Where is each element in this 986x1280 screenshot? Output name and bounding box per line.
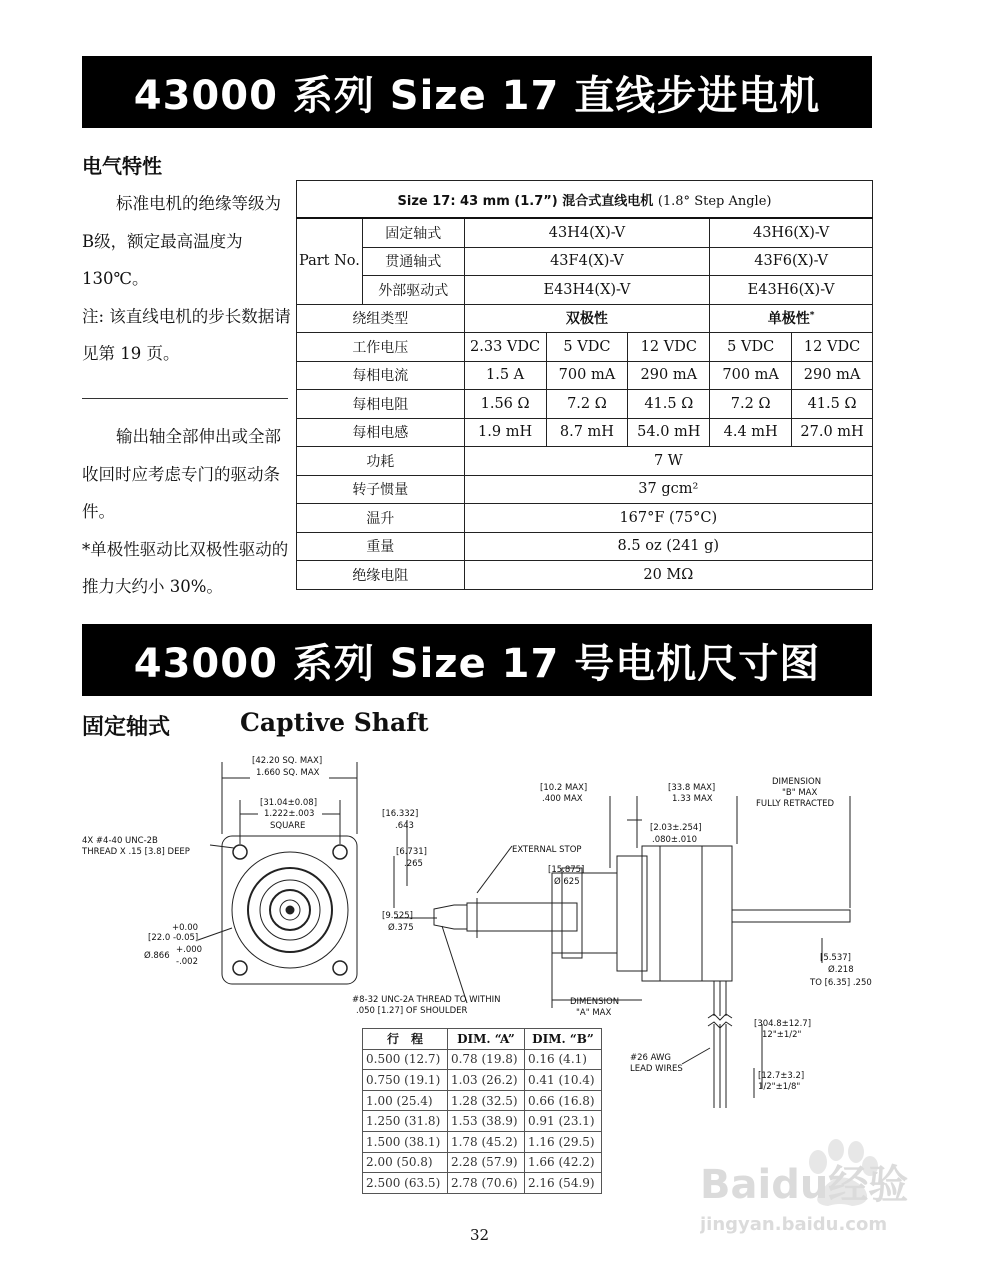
dim-label: 12"±1/2" <box>762 1030 802 1040</box>
stroke-cell: 0.500 (12.7) <box>363 1049 448 1070</box>
cell-value: 290 mA <box>792 361 873 390</box>
cell-value: 7.2 Ω <box>710 390 792 419</box>
dim-label: Ø.625 <box>554 877 580 887</box>
stroke-cell: 2.78 (70.6) <box>447 1173 524 1194</box>
divider <box>82 398 288 399</box>
stroke-cell: 1.28 (32.5) <box>447 1090 524 1111</box>
cell-value: 700 mA <box>546 361 628 390</box>
winding-bipolar: 双极性 <box>464 304 710 333</box>
stroke-cell: 0.41 (10.4) <box>524 1070 601 1091</box>
stroke-cell: 0.16 (4.1) <box>524 1049 601 1070</box>
part-number: E43H4(X)-V <box>464 276 710 305</box>
stroke-cell: 0.750 (19.1) <box>363 1070 448 1091</box>
cell-value: 41.5 Ω <box>792 390 873 419</box>
stroke-cell: 1.66 (42.2) <box>524 1152 601 1173</box>
mount-label: 贯通轴式 <box>362 247 464 276</box>
part-number: E43H6(X)-V <box>710 276 873 305</box>
cell-value: 8.7 mH <box>546 418 628 447</box>
stroke-cell: 2.16 (54.9) <box>524 1173 601 1194</box>
dim-label: .400 MAX <box>542 794 583 804</box>
dim-label: -.002 <box>176 957 198 967</box>
dim-label: +.000 <box>176 945 203 955</box>
dim-label: "B" MAX <box>782 788 818 798</box>
dim-label: [304.8±12.7] <box>754 1019 812 1029</box>
stroke-cell: 2.500 (63.5) <box>363 1173 448 1194</box>
cell-value: 2.33 VDC <box>464 333 546 362</box>
dimension-banner-title: 43000 系列 Size 17 号电机尺寸图 <box>82 624 872 696</box>
dim-label: .080±.010 <box>652 835 697 845</box>
stroke-cell: 0.91 (23.1) <box>524 1111 601 1132</box>
stroke-header: DIM. “A” <box>447 1029 524 1050</box>
cell-value: 7 W <box>464 447 872 476</box>
mounting-hole <box>333 961 347 975</box>
dim-label: DIMENSION <box>570 997 620 1007</box>
winding-unipolar-text: 单极性 <box>767 311 810 328</box>
cell-value: 700 mA <box>710 361 792 390</box>
dim-label: [9.525] <box>382 911 413 921</box>
dim-label: [12.7±3.2] <box>758 1071 805 1081</box>
row-label: 重量 <box>297 532 465 561</box>
part-number: 43F4(X)-V <box>464 247 710 276</box>
cell-value: 8.5 oz (241 g) <box>464 532 872 561</box>
table-row <box>363 1173 602 1194</box>
dim-label: SQUARE <box>270 821 306 831</box>
spec-header-title: Size 17: 43 mm (1.7”) 混合式直线电机 <box>397 193 654 209</box>
cell-value: 1.56 Ω <box>464 390 546 419</box>
dim-label: 1.33 MAX <box>672 794 713 804</box>
watermark-url: jingyan.baidu.com <box>700 1214 888 1235</box>
dim-label: [5.537] <box>820 953 851 963</box>
stroke-cell: 0.78 (19.8) <box>447 1049 524 1070</box>
dim-label: [31.04±0.08] <box>260 798 318 808</box>
dim-label: [16.332] <box>382 809 419 819</box>
stroke-header: 行 程 <box>363 1029 448 1050</box>
cell-value: 290 mA <box>628 361 710 390</box>
unipolar-footnote-mark: * <box>809 310 815 321</box>
page-number: 32 <box>470 1226 490 1244</box>
dim-label: Ø.866 <box>144 951 170 961</box>
thread-label: THREAD X .15 [3.8] DEEP <box>82 847 190 857</box>
dim-label: 1.222±.003 <box>264 809 315 819</box>
stroke-cell: 2.28 (57.9) <box>447 1152 524 1173</box>
row-label: 工作电压 <box>297 333 465 362</box>
electrical-spec-table <box>296 180 873 590</box>
baidu-jingyan-watermark <box>700 1128 930 1238</box>
section-title-electrical: 电气特性 <box>82 154 162 178</box>
table-row <box>363 1049 602 1070</box>
stroke-cell: 1.00 (25.4) <box>363 1090 448 1111</box>
dim-label: .265 <box>404 859 423 869</box>
cell-value: 20 MΩ <box>464 561 872 590</box>
mounting-hole <box>333 845 347 859</box>
stroke-cell: 1.53 (38.9) <box>447 1111 524 1132</box>
stroke-cell: 2.00 (50.8) <box>363 1152 448 1173</box>
dim-label: [33.8 MAX] <box>668 783 716 793</box>
mounting-hole <box>233 961 247 975</box>
dim-label: 1.660 SQ. MAX <box>256 768 320 778</box>
row-label: 功耗 <box>297 447 465 476</box>
part-number: 43F6(X)-V <box>710 247 873 276</box>
spec-table-header <box>297 181 873 219</box>
cell-value: 1.5 A <box>464 361 546 390</box>
table-row <box>363 1131 602 1152</box>
stroke-cell: 1.78 (45.2) <box>447 1131 524 1152</box>
dim-label: [42.20 SQ. MAX] <box>252 756 323 766</box>
cell-value: 37 gcm² <box>464 475 872 504</box>
dim-label: [15.875] <box>548 865 585 875</box>
lead-wire-label: LEAD WIRES <box>630 1064 683 1074</box>
dim-label: 1/2"±1/8" <box>758 1082 801 1092</box>
part-number: 43H4(X)-V <box>464 218 710 247</box>
dim-label: +0.00 <box>172 923 199 933</box>
table-row <box>363 1111 602 1132</box>
thread-label: .050 [1.27] OF SHOULDER <box>356 1006 468 1016</box>
mount-label: 外部驱动式 <box>362 276 464 305</box>
side-notes-bottom <box>82 418 292 606</box>
side-note: 输出轴全部伸出或全部收回时应考虑专门的驱动条件。 <box>82 427 281 521</box>
part-number: 43H6(X)-V <box>710 218 873 247</box>
stroke-cell: 1.250 (31.8) <box>363 1111 448 1132</box>
dim-label: Ø.218 <box>828 965 854 975</box>
side-notes-top <box>82 185 292 373</box>
dim-label: TO [6.35] .250 <box>810 978 872 988</box>
dim-label: [6.731] <box>396 847 427 857</box>
stroke-cell: 1.16 (29.5) <box>524 1131 601 1152</box>
dim-label: [10.2 MAX] <box>540 783 588 793</box>
row-label: 每相电感 <box>297 418 465 447</box>
lead-wire-label: #26 AWG <box>630 1053 671 1063</box>
dim-label: Ø.375 <box>388 923 414 933</box>
dim-label: .643 <box>395 821 414 831</box>
row-label: 每相电流 <box>297 361 465 390</box>
external-stop-label: EXTERNAL STOP <box>512 845 582 855</box>
row-label: 转子惯量 <box>297 475 465 504</box>
row-label: 绝缘电阻 <box>297 561 465 590</box>
cell-value: 27.0 mH <box>792 418 873 447</box>
motor-body-side <box>642 846 732 981</box>
cell-value: 41.5 Ω <box>628 390 710 419</box>
stroke-header: DIM. “B” <box>524 1029 601 1050</box>
thread-label: #8-32 UNC-2A THREAD TO WITHIN <box>352 995 501 1005</box>
side-note: *单极性驱动比双极性驱动的推力大约小 30%。 <box>82 539 289 596</box>
cell-value: 7.2 Ω <box>546 390 628 419</box>
captive-shaft-title-en: Captive Shaft <box>240 708 429 737</box>
dim-label: FULLY RETRACTED <box>756 799 835 809</box>
stroke-cell: 1.500 (38.1) <box>363 1131 448 1152</box>
mount-label: 固定轴式 <box>362 218 464 247</box>
stroke-cell: 0.66 (16.8) <box>524 1090 601 1111</box>
cell-value: 54.0 mH <box>628 418 710 447</box>
dim-label: DIMENSION <box>772 777 822 787</box>
thread-label: 4X #4-40 UNC-2B <box>82 836 158 846</box>
watermark-brand: Baidu经验 <box>700 1162 909 1208</box>
table-row <box>363 1070 602 1091</box>
cell-value: 1.9 mH <box>464 418 546 447</box>
cell-value: 5 VDC <box>710 333 792 362</box>
table-row <box>363 1090 602 1111</box>
part-no-label: Part No. <box>297 218 363 304</box>
side-note: 标准电机的绝缘等级为B级，额定最高温度为 130℃。 <box>82 194 281 288</box>
captive-shaft-title-zh: 固定轴式 <box>82 715 171 740</box>
rear-shaft <box>732 910 850 922</box>
side-note: 注: 该直线电机的步长数据请见第 19 页。 <box>82 306 291 363</box>
cell-value: 12 VDC <box>792 333 873 362</box>
row-label: 温升 <box>297 504 465 533</box>
cell-value: 12 VDC <box>628 333 710 362</box>
dim-label: [22.0 -0.05] <box>148 933 199 943</box>
winding-label: 绕组类型 <box>297 304 465 333</box>
page-banner-title: 43000 系列 Size 17 直线步进电机 <box>82 56 872 128</box>
cell-value: 167°F (75°C) <box>464 504 872 533</box>
cell-value: 5 VDC <box>546 333 628 362</box>
cell-value: 4.4 mH <box>710 418 792 447</box>
dim-label: [2.03±.254] <box>650 823 702 833</box>
mounting-hole <box>233 845 247 859</box>
dim-label: "A" MAX <box>576 1008 612 1018</box>
row-label: 每相电阻 <box>297 390 465 419</box>
shaft-external-stop <box>467 903 577 931</box>
table-row <box>363 1152 602 1173</box>
stroke-cell: 1.03 (26.2) <box>447 1070 524 1091</box>
shaft-tip <box>434 905 467 929</box>
spec-header-step: (1.8° Step Angle) <box>657 193 772 209</box>
stroke-dimension-table <box>362 1028 602 1194</box>
winding-unipolar <box>710 304 873 333</box>
